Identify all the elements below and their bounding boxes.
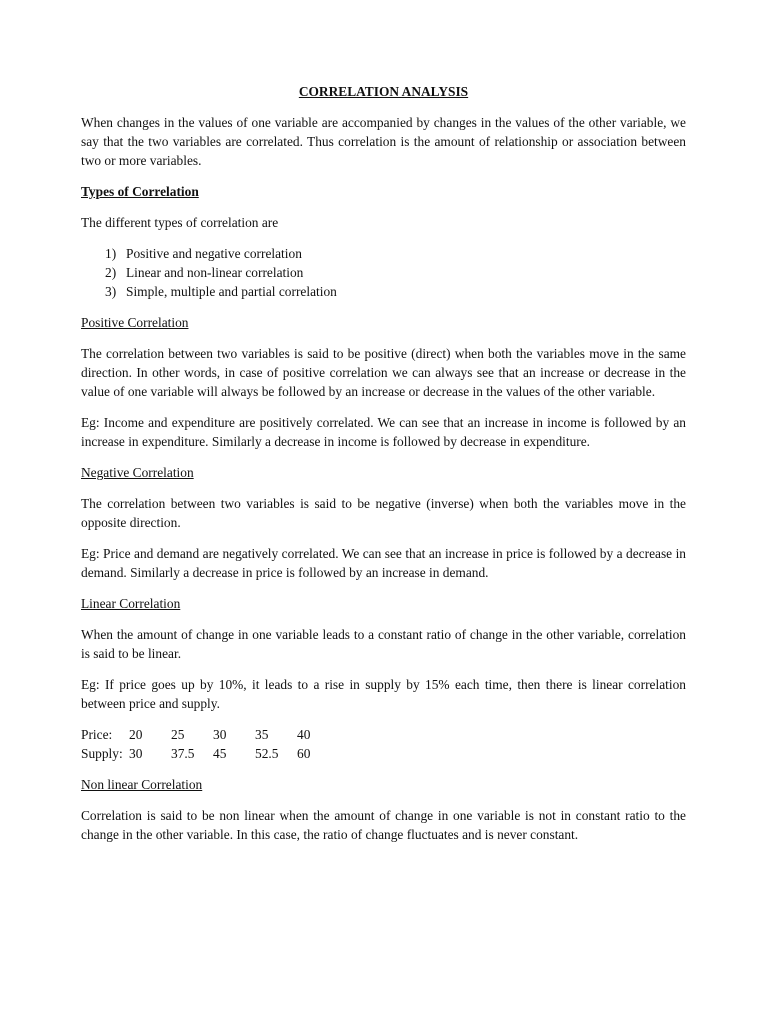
table-row bbox=[81, 744, 339, 763]
table-cell: 37.5 bbox=[171, 746, 195, 761]
linear-heading: Linear Correlation bbox=[81, 596, 181, 611]
list-item bbox=[105, 263, 686, 282]
table-cell: 35 bbox=[255, 727, 269, 742]
intro-paragraph: When changes in the values of one variable are accompanied by changes in the values of the other variable, we say that the two variables are correlated. Thus correlation is the amount of relationship or association between two or more variables. bbox=[81, 115, 686, 168]
table-cell: 40 bbox=[297, 727, 311, 742]
price-label: Price: bbox=[81, 727, 113, 742]
price-supply-table bbox=[81, 725, 339, 763]
table-cell: 25 bbox=[171, 727, 185, 742]
nonlinear-heading: Non linear Correlation bbox=[81, 777, 203, 792]
page-title: CORRELATION ANALYSIS bbox=[298, 84, 469, 99]
table-cell: 60 bbox=[297, 746, 311, 761]
table-cell: 30 bbox=[129, 746, 143, 761]
table-row bbox=[81, 725, 339, 744]
list-item bbox=[105, 244, 686, 263]
positive-heading: Positive Correlation bbox=[81, 315, 189, 330]
table-cell: 20 bbox=[129, 727, 143, 742]
table-cell: 52.5 bbox=[255, 746, 279, 761]
table-cell: 30 bbox=[213, 727, 227, 742]
list-item-number: 3) bbox=[105, 284, 117, 299]
negative-heading: Negative Correlation bbox=[81, 465, 194, 480]
negative-example: Eg: Price and demand are negatively correlated. We can see that an increase in price is followed by a decrease in demand. Similarly a decrease in price is followed by an increase in demand. bbox=[81, 546, 686, 580]
positive-example: Eg: Income and expenditure are positively correlated. We can see that an increase in income is followed by an increase in expenditure. Similarly a decrease in income is followed by decrease in expenditure. bbox=[81, 415, 686, 449]
list-item-label: Positive and negative correlation bbox=[126, 246, 302, 261]
linear-example: Eg: If price goes up by 10%, it leads to a rise in supply by 15% each time, then there is linear correlation between price and supply. bbox=[81, 677, 686, 711]
supply-label: Supply: bbox=[81, 746, 123, 761]
types-list bbox=[81, 244, 686, 301]
list-item bbox=[105, 282, 686, 301]
types-heading: Types of Correlation bbox=[81, 184, 199, 199]
list-item-number: 2) bbox=[105, 265, 117, 280]
table-cell: 45 bbox=[213, 746, 227, 761]
nonlinear-body: Correlation is said to be non linear when the amount of change in one variable is not in constant ratio to the change in the other variable. In this case, the ratio of change fluctuates and is never constant. bbox=[81, 808, 686, 842]
linear-body: When the amount of change in one variable leads to a constant ratio of change in the other variable, correlation is said to be linear. bbox=[81, 627, 686, 661]
positive-body: The correlation between two variables is said to be positive (direct) when both the variables move in the same direction. In other words, in case of positive correlation we can always see that an increase or decrease in the value of one variable will always be followed by an increase or decrease in the values of the other variable. bbox=[81, 346, 686, 399]
negative-body: The correlation between two variables is said to be negative (inverse) when both the variables move in the opposite direction. bbox=[81, 496, 686, 530]
list-item-label: Simple, multiple and partial correlation bbox=[126, 284, 337, 299]
list-item-label: Linear and non-linear correlation bbox=[126, 265, 304, 280]
types-lead: The different types of correlation are bbox=[81, 215, 279, 230]
list-item-number: 1) bbox=[105, 246, 117, 261]
